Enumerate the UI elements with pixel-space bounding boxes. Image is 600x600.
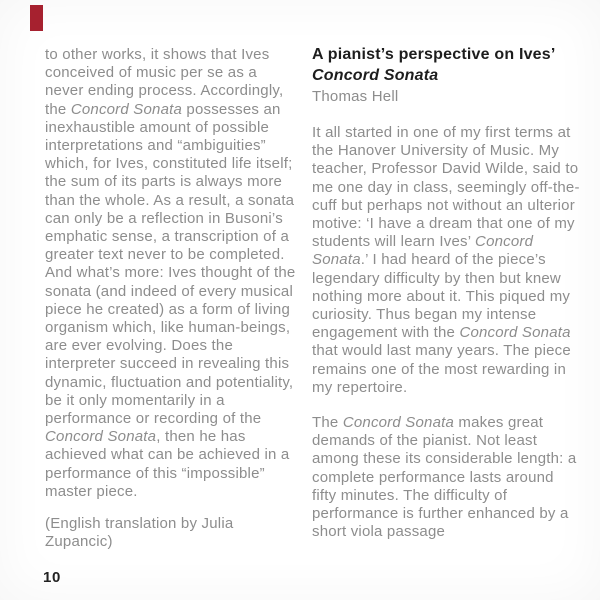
red-page-marker: [30, 5, 43, 31]
italic-text-run: Concord Sonata: [342, 414, 455, 432]
body-paragraph: [312, 124, 580, 397]
text-run: The: [312, 414, 343, 432]
left-column: [45, 46, 299, 551]
text-run: It all started in one of my first terms at the Hanover University of Music. My teacher, Professor David Wilde, said to me one day in class, seemingly off-the-cuff but perhaps not without an ulterior motive: ‘I have a dream that one of my students will learn Ives’: [312, 124, 580, 251]
italic-text-run: Concord Sonata: [70, 100, 183, 118]
page-number: 10: [43, 569, 61, 586]
text-run: possesses an inexhaustible amount of possible interpretations and “ambiguities” which, for Ives, constituted life itself; the sum of its parts is always more than the whole. As a result, a sonata can only be a reflection in Busoni’s emphatic sense, a transcription of a greater text never to be completed. And what’s more: Ives thought of the sonata (and indeed of every musical piece he created) as a form of living organism which, like human-beings, are ever evolving. Does the interpreter succeed in revealing this dynamic, fluctuation and potentiality, be it only momentarily in a performance or recording of the: [45, 100, 296, 428]
right-column: [312, 44, 580, 541]
article-title: [312, 44, 580, 86]
body-paragraph: [45, 46, 299, 501]
italic-text-run: Concord Sonata: [459, 324, 571, 342]
body-paragraph: [312, 414, 580, 541]
article-title-line2: Concord Sonata: [312, 67, 439, 84]
text-run: makes great demands of the pianist. Not least among these its considerable length: a complete performance lasts around fifty minutes. The difficulty of performance is further enhanced by a short viola passage: [312, 414, 577, 541]
author-name: Thomas Hell: [312, 88, 399, 105]
text-run: to other works, it shows that Ives conceived of music per se as a never ending process. Accordingly, the: [45, 46, 284, 118]
article-title-line1: A pianist’s perspective on Ives’: [312, 46, 556, 63]
text-run: , then he has achieved what can be achieved in a performance of this “impossible” master piece.: [45, 428, 290, 500]
translation-credit: (English translation by Julia Zupancic): [45, 515, 234, 551]
italic-text-run: Concord Sonata: [45, 428, 157, 446]
text-run: .’ I had heard of the piece’s legendary difficulty by then but knew nothing more about it. This piqued my curiosity. Thus began my intense engagement with the: [312, 251, 571, 342]
italic-text-run: Concord Sonata: [312, 233, 534, 269]
text-run: that would last many years. The piece remains one of the most rewarding in my repertoire.: [312, 342, 571, 396]
